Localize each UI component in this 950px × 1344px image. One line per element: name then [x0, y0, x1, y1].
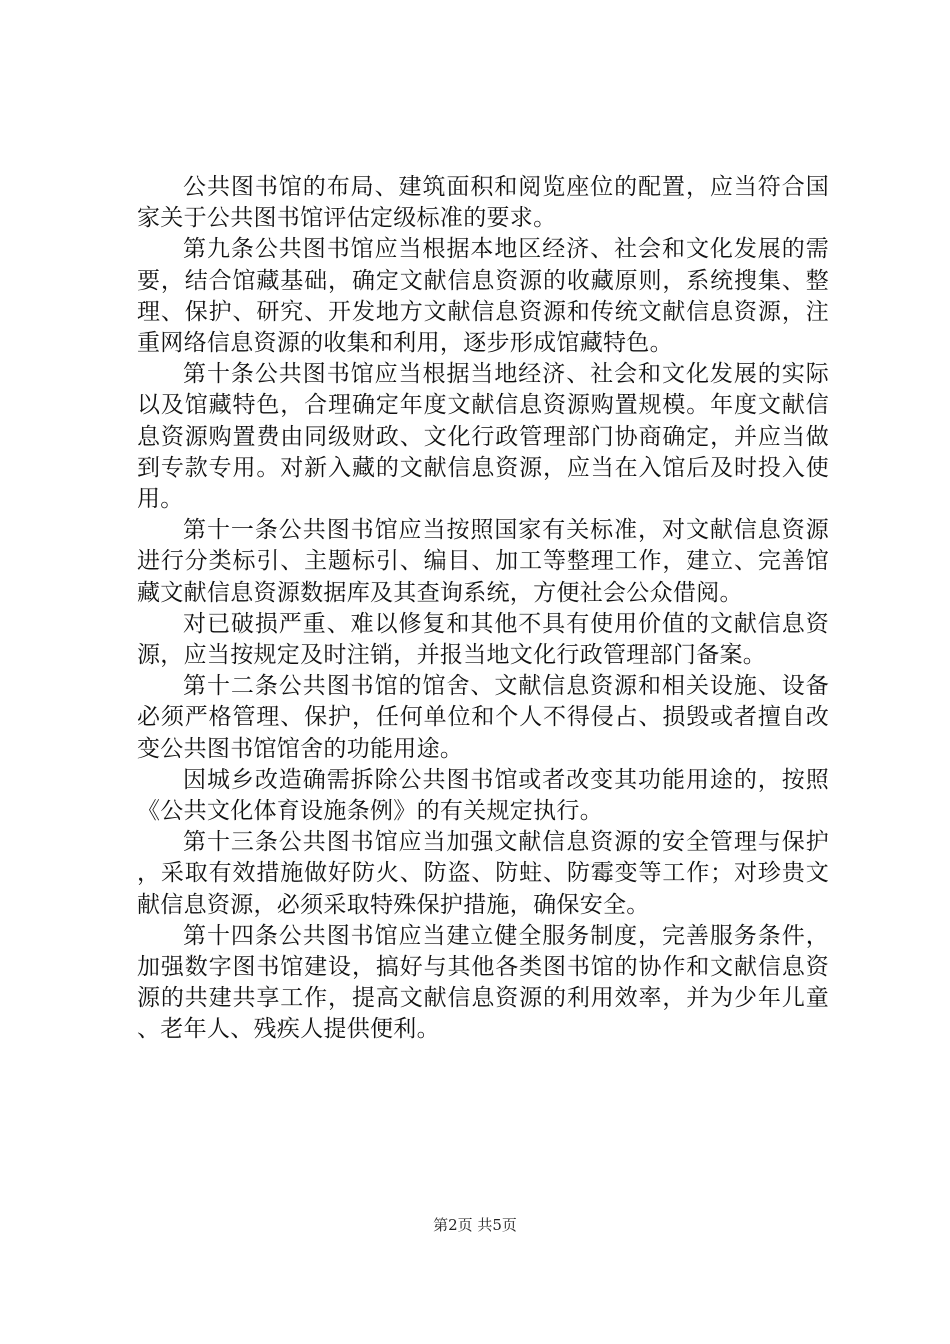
- page-footer: [0, 1215, 950, 1235]
- paragraph-article-11: 第十一条公共图书馆应当按照国家有关标准，对文献信息资源进行分类标引、主题标引、编目、加工等整理工作，建立、完善馆藏文献信息资源数据库及其查询系统，方便社会公众借阅。: [137, 517, 829, 606]
- paragraph-article-12: 第十二条公共图书馆的馆舍、文献信息资源和相关设施、设备必须严格管理、保护，任何单位和个人不得侵占、损毁或者擅自改变公共图书馆馆舍的功能用途。: [137, 673, 829, 762]
- paragraph-article-14: 第十四条公共图书馆应当建立健全服务制度，完善服务条件，加强数字图书馆建设，搞好与其他各类图书馆的协作和文献信息资源的共建共享工作，提高文献信息资源的利用效率，并为少年儿童、老年人、残疾人提供便利。: [137, 922, 829, 1043]
- page-number: 第2页 共5页: [433, 1216, 517, 1234]
- paragraph-demolition: 因城乡改造确需拆除公共图书馆或者改变其功能用途的，按照《公共文化体育设施条例》的有关规定执行。: [137, 766, 829, 825]
- paragraph-article-13: 第十三条公共图书馆应当加强文献信息资源的安全管理与保护，采取有效措施做好防火、防盗、防蛀、防霉变等工作；对珍贵文献信息资源，必须采取特殊保护措施，确保安全。: [137, 829, 829, 918]
- paragraph-article-10: 第十条公共图书馆应当根据当地经济、社会和文化发展的实际以及馆藏特色，合理确定年度文献信息资源购置规模。年度文献信息资源购置费由同级财政、文化行政管理部门协商确定，并应当做到专款专用。对新入藏的文献信息资源，应当在入馆后及时投入使用。: [137, 361, 829, 513]
- document-body: [137, 172, 829, 1046]
- paragraph-deregistration: 对已破损严重、难以修复和其他不具有使用价值的文献信息资源，应当按规定及时注销，并报当地文化行政管理部门备案。: [137, 610, 829, 669]
- paragraph-article-9: 第九条公共图书馆应当根据本地区经济、社会和文化发展的需要，结合馆藏基础，确定文献信息资源的收藏原则，系统搜集、整理、保护、研究、开发地方文献信息资源和传统文献信息资源，注重网络信息资源的收集和利用，逐步形成馆藏特色。: [137, 236, 829, 357]
- paragraph-layout-standard: 公共图书馆的布局、建筑面积和阅览座位的配置，应当符合国家关于公共图书馆评估定级标准的要求。: [137, 174, 829, 232]
